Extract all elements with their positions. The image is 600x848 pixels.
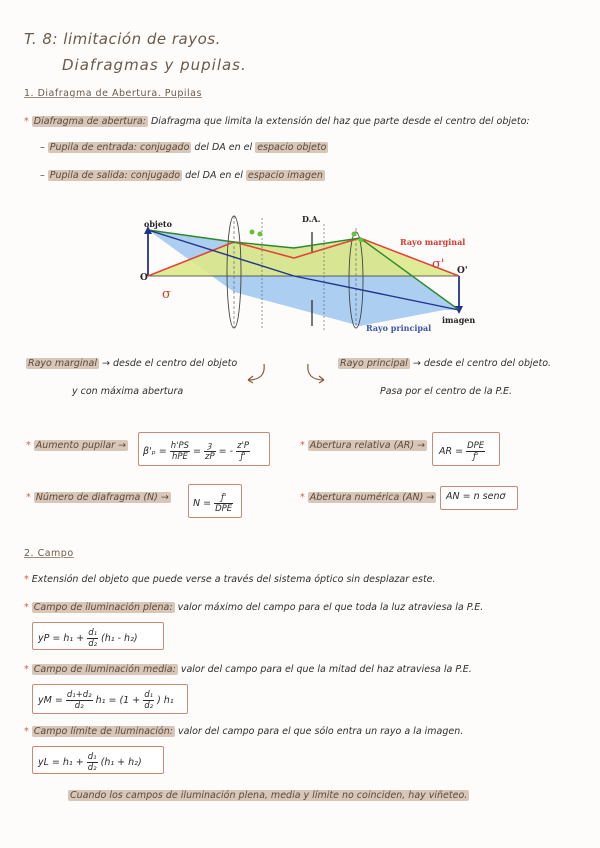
section2-heading: 2. Campo [24, 548, 74, 559]
note-marginal-term: Rayo marginal [28, 358, 98, 369]
pupil-ray-diagram [134, 200, 480, 346]
label-o: O [140, 273, 148, 283]
marker-dot-4 [359, 238, 364, 243]
note-principal-text2: Pasa por el centro de la P.E. [380, 386, 513, 397]
marker-dot-3 [352, 232, 357, 237]
aumento-pupilar-label: * Aumento pupilar → [26, 440, 127, 451]
campo-plena-box: yP = h₁ + $\frac{\text{d₁}}{\text{d₂}}$ (h₁ - h₂) [32, 622, 164, 650]
campo-limite-term: Campo límite de iluminación: [33, 726, 173, 737]
campo-media-box: yM = $\frac{\text{d₁+d₂}}{\text{d₂}}$ h₁ = (1 + $\frac{\text{d₁}}{\text{d₂}}$ ) h₁ [32, 684, 188, 714]
marker-dot-1 [250, 230, 255, 235]
note-marginal-text2: y con máxima abertura [72, 386, 184, 397]
label-da: D.A. [302, 214, 321, 224]
abertura-numerica-label: * Abertura numérica (AN) → [300, 492, 435, 503]
label-o-prime: O' [457, 266, 468, 276]
pe-space: espacio objeto [257, 142, 327, 153]
campo-media-text: valor del campo para el que la mitad del haz atraviesa la P.E. [180, 664, 472, 675]
campo-media-term: Campo de iluminación media: [33, 664, 176, 675]
campo-limite-text: valor del campo para el que sólo entra un rayo a la imagen. [177, 726, 464, 737]
bullet-star-icon: * [24, 116, 29, 127]
label-sigma: σ [162, 287, 171, 302]
label-sigma-prime: σ' [432, 257, 445, 272]
def-aperture-term: Diafragma de abertura: [33, 116, 146, 127]
campo-limite: * Campo límite de iluminación: valor del campo para el que sólo entra un rayo a la imagen. [24, 726, 464, 737]
note-marginal [26, 358, 237, 369]
def-aperture-text: Diafragma que limita la extensión del haz que parte desde el centro del objeto: [150, 116, 530, 127]
def-exit-pupil: – Pupila de salida: conjugado del DA en el espacio imagen [40, 170, 323, 181]
campo-plena-term: Campo de iluminación plena: [33, 602, 173, 613]
marker-dot-2 [258, 232, 263, 237]
numero-diafragma-label: * Número de diafragma (N) → [26, 492, 169, 503]
note-principal [338, 358, 551, 369]
ps-text: del DA en el [185, 170, 243, 181]
curved-arrow-right-icon [300, 362, 330, 386]
label-rayo-marginal: Rayo marginal [400, 237, 466, 247]
campo-plena: * Campo de iluminación plena: valor máximo del campo para el que toda la luz atraviesa la P.E. [24, 602, 484, 613]
pe-text: del DA en el [194, 142, 253, 153]
abertura-numerica-box: AN = n senσ [440, 486, 518, 510]
note-marginal-text1: → desde el centro del objeto [102, 358, 238, 369]
label-objeto: objeto [144, 219, 172, 229]
ps-space: espacio imagen [247, 170, 323, 181]
campo-plena-text: valor máximo del campo para el que toda la luz atraviesa la P.E. [177, 602, 484, 613]
aumento-pupilar-box: β'ₚ = $\frac{h'PS}{\text{hPE}}$ = $\frac{ȝ}{zP}$ = - $\frac{z'P}{ƒ'}$ [138, 432, 270, 466]
page-title: T. 8: limitación de rayos. [24, 30, 221, 48]
pe-term: Pupila de entrada: conjugado [49, 142, 190, 153]
section1-heading: 1. Diafragma de Abertura. Pupilas [24, 88, 202, 99]
campo-def: * Extensión del objeto que puede verse a través del sistema óptico sin desplazar este. [24, 574, 436, 585]
def-aperture [24, 116, 530, 127]
curved-arrow-left-icon [242, 362, 272, 386]
label-rayo-principal: Rayo principal [366, 323, 432, 333]
abertura-relativa-label: * Abertura relativa (AR) → [300, 440, 426, 451]
closing-note: Cuando los campos de iluminación plena, media y límite no coinciden, hay viñeteo. [70, 790, 468, 801]
campo-limite-box: yL = h₁ + $\frac{\text{d₁}}{\text{d₂}}$ (h₁ + h₂) [32, 746, 164, 774]
numero-diafragma-box: N = $\frac{ƒ'}{\text{DPE}}$ [188, 484, 242, 518]
ps-term: Pupila de salida: conjugado [49, 170, 181, 181]
page-subtitle: Diafragmas y pupilas. [62, 56, 247, 74]
note-principal-term: Rayo principal [340, 358, 408, 369]
abertura-relativa-box: AR = $\frac{\text{DPE}}{ƒ'}$ [432, 432, 500, 466]
note-principal-text1: → desde el centro del objeto. [412, 358, 552, 369]
label-imagen: imagen [442, 315, 476, 325]
def-entrance-pupil: – Pupila de entrada: conjugado del DA en el espacio objeto [40, 142, 327, 153]
campo-media: * Campo de iluminación media: valor del campo para el que la mitad del haz atraviesa la P.E. [24, 664, 472, 675]
